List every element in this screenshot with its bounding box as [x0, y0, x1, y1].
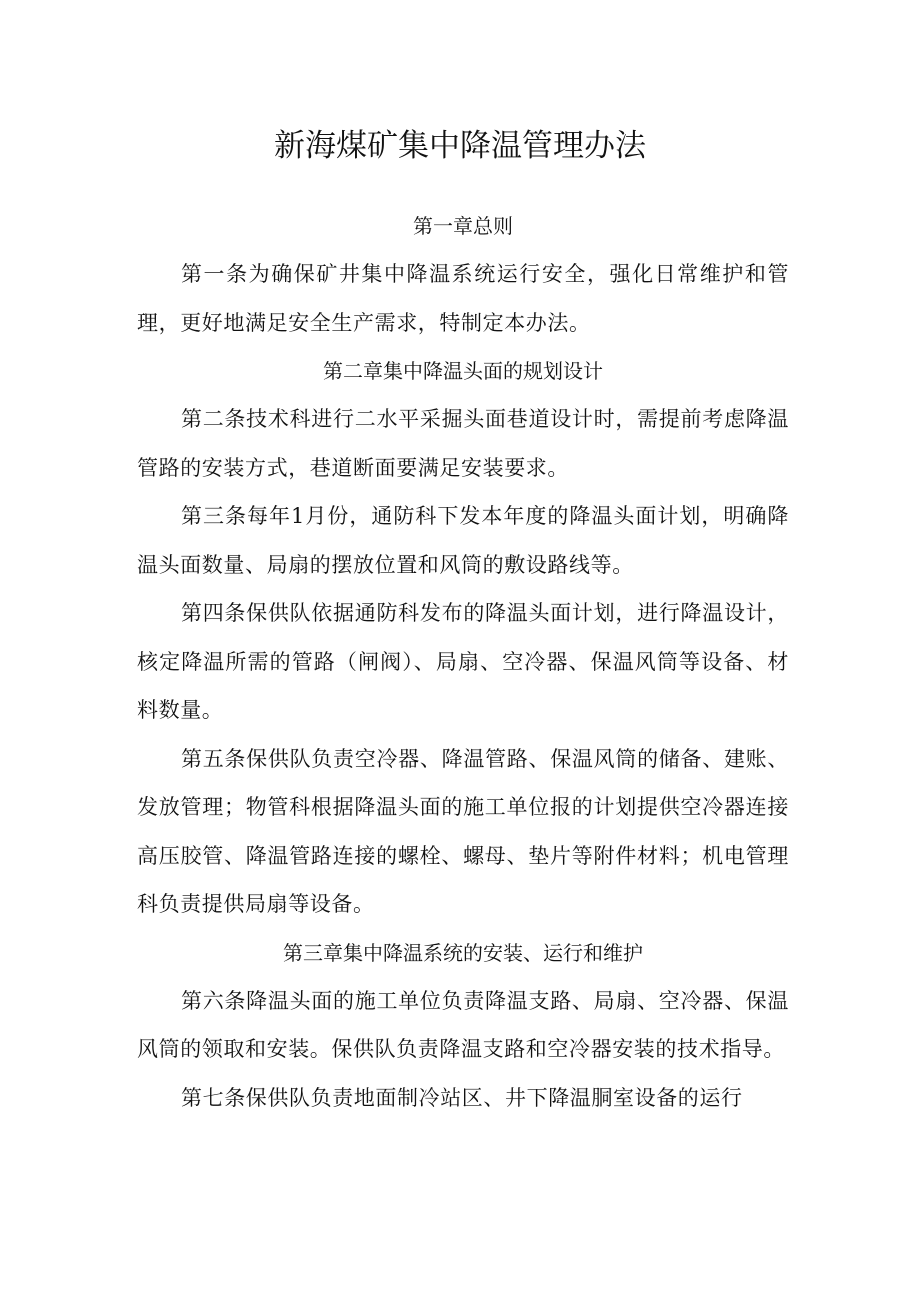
article-7: 第七条保供队负责地面制冷站区、井下降温胴室设备的运行 — [181, 1085, 743, 1110]
chapter-heading-3: 第三章集中降温系统的安装、运行和维护 — [283, 940, 643, 965]
chapter-heading-1: 第一章总则 — [413, 214, 513, 238]
article-1: 第一条为确保矿井集中降温系统运行安全，强化日常维护和管理，更好地满足安全生产需求，特制定本办法。 — [137, 262, 789, 335]
article-5: 第五条保供队负责空冷器、降温管路、保温风筒的储备、建账、发放管理；物管科根据降温头面的施工单位报的计划提供空冷器连接高压胶管、降温管路连接的螺栓、螺母、垫片等附件材料；机电管理科负责提供局扇等设备。 — [137, 746, 789, 916]
document-body — [137, 202, 789, 1122]
article-3: 第三条每年1月份，通防科下发本年度的降温头面计划，明确降温头面数量、局扇的摆放位置和风筒的敷设路线等。 — [137, 504, 789, 577]
chapter-heading-2: 第二章集中降温头面的规划设计 — [323, 359, 603, 383]
article-2: 第二条技术科进行二水平采掘头面巷道设计时，需提前考虑降温管路的安装方式，巷道断面要满足安装要求。 — [137, 407, 789, 480]
document-title: 新海煤矿集中降温管理办法 — [274, 128, 646, 164]
article-4: 第四条保供队依据通防科发布的降温头面计划，进行降温设计，核定降温所需的管路（闸阀）、局扇、空冷器、保温风筒等设备、材料数量。 — [137, 601, 789, 722]
article-6: 第六条降温头面的施工单位负责降温支路、局扇、空冷器、保温风筒的领取和安装。保供队负责降温支路和空冷器安装的技术指导。 — [137, 988, 789, 1061]
